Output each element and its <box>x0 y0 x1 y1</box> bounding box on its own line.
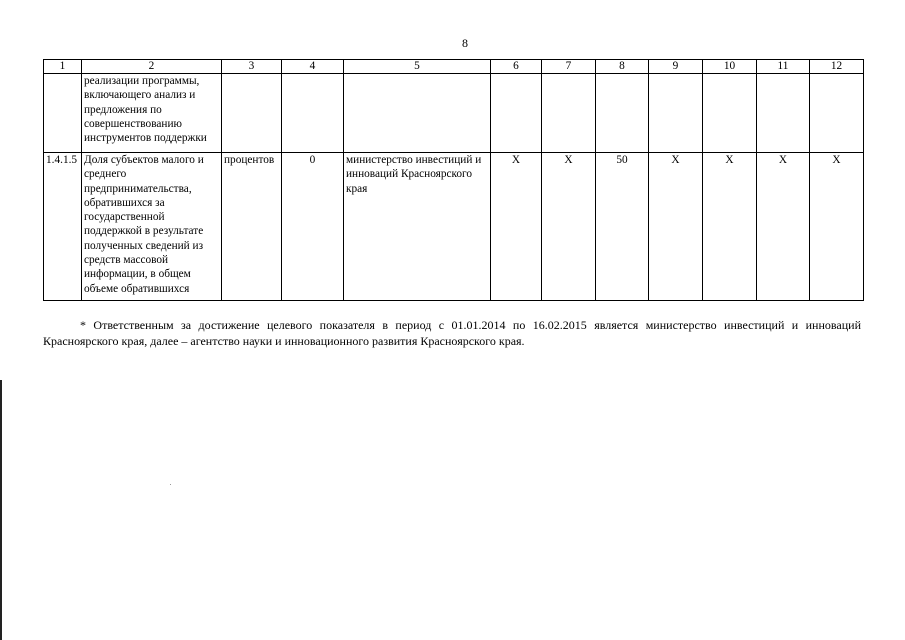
table-cell <box>491 74 542 153</box>
indicator-weight: 0 <box>282 153 344 301</box>
column-header: 7 <box>542 60 596 74</box>
indicator-responsible: министерство инвестиций и инноваций Красноярского края <box>344 153 491 301</box>
column-header: 6 <box>491 60 542 74</box>
column-header: 10 <box>703 60 757 74</box>
indicators-table <box>43 59 864 301</box>
table-cell <box>703 74 757 153</box>
table-row-continuation <box>44 74 864 153</box>
page-number: 8 <box>462 36 468 50</box>
table-cell <box>44 74 82 153</box>
column-header: 4 <box>282 60 344 74</box>
table-cell <box>649 74 703 153</box>
column-header: 11 <box>757 60 810 74</box>
indicator-col7: X <box>542 153 596 301</box>
column-header: 3 <box>222 60 282 74</box>
table-cell <box>542 74 596 153</box>
indicator-col12: X <box>810 153 864 301</box>
footnote: * Ответственным за достижение целевого показателя в период с 01.01.2014 по 16.02.2015 является министерство инвестиций и инноваций Красноярского края, далее – агентство науки и инновационного развития Красноярского края. <box>43 318 861 348</box>
column-header: 8 <box>596 60 649 74</box>
indicator-col10: X <box>703 153 757 301</box>
indicator-col11: X <box>757 153 810 301</box>
indicator-col9: X <box>649 153 703 301</box>
column-header: 2 <box>82 60 222 74</box>
column-header: 5 <box>344 60 491 74</box>
indicator-description: Доля субъектов малого и среднего предпринимательства, обратившихся за государственной поддержкой в результате полученных сведений из средств массовой информации, в общем объеме обратившихся <box>82 153 222 301</box>
header-row <box>44 60 864 74</box>
scan-speck <box>170 484 171 485</box>
table-cell <box>757 74 810 153</box>
table-cell <box>810 74 864 153</box>
indicator-col8: 50 <box>596 153 649 301</box>
indicator-unit: процентов <box>222 153 282 301</box>
continuation-description: реализации программы, включающего анализ и предложения по совершенствованию инструментов поддержки <box>82 74 222 153</box>
table-cell <box>596 74 649 153</box>
scan-edge-line <box>0 380 2 640</box>
column-header: 1 <box>44 60 82 74</box>
column-header: 9 <box>649 60 703 74</box>
table-row-1-4-1-5 <box>44 153 864 301</box>
column-header: 12 <box>810 60 864 74</box>
table-cell <box>344 74 491 153</box>
table-cell <box>222 74 282 153</box>
indicator-code: 1.4.1.5 <box>44 153 82 301</box>
table-cell <box>282 74 344 153</box>
indicator-col6: X <box>491 153 542 301</box>
